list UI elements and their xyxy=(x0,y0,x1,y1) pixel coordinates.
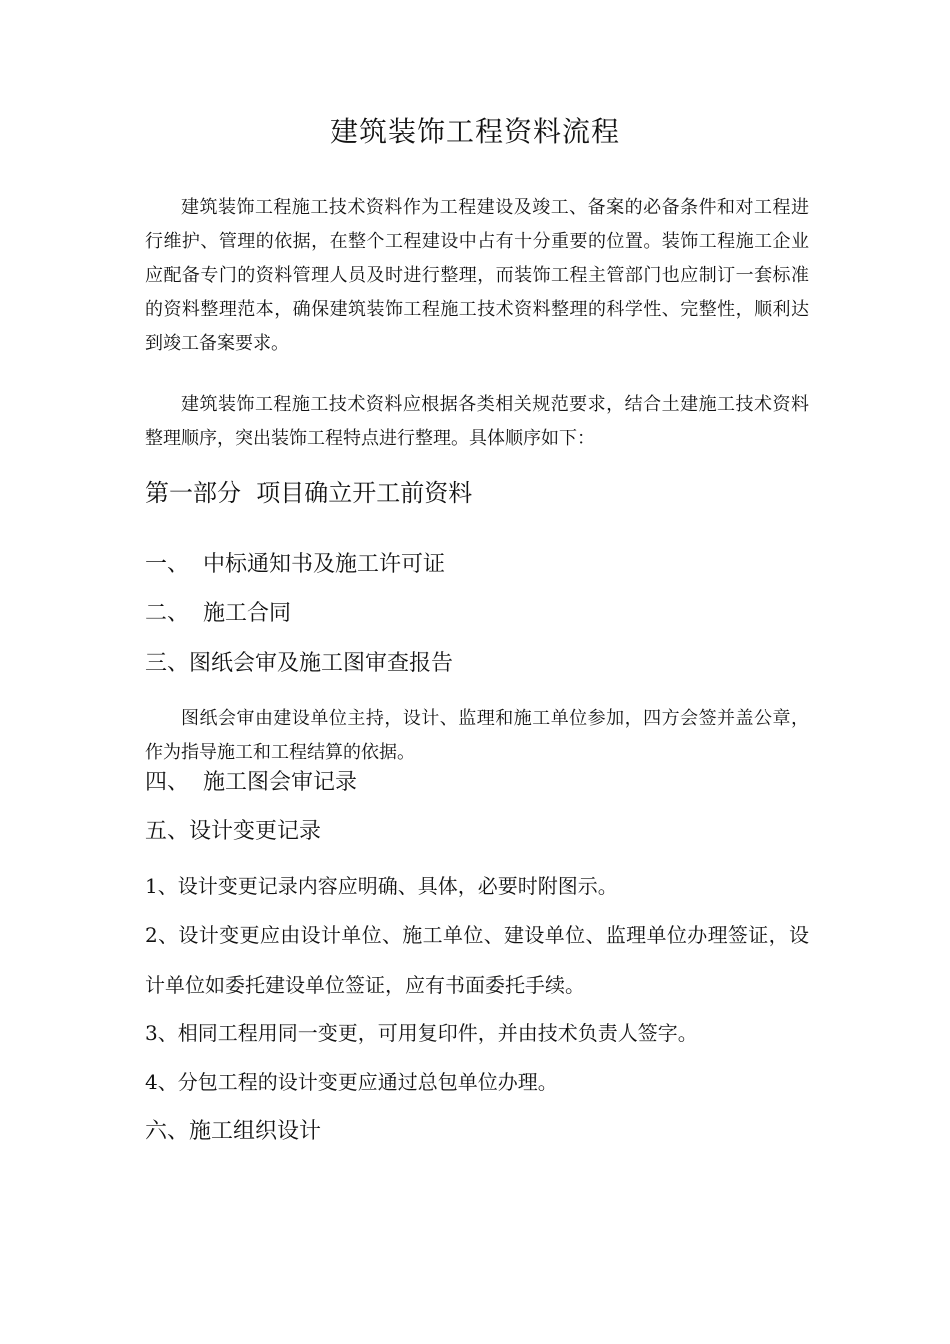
section-2-heading: 二、 施工合同 xyxy=(145,601,291,626)
section-3-body: 图纸会审由建设单位主持，设计、监理和施工单位参加，四方会签并盖公章，作为指导施工和工程结算的依据。 xyxy=(145,708,809,763)
part-1-title: 第一部分 项目确立开工前资料 xyxy=(145,479,473,507)
section-5-heading: 五、设计变更记录 xyxy=(145,819,322,844)
section-6-heading: 六、施工组织设计 xyxy=(145,1119,322,1144)
page-title: 建筑装饰工程资料流程 xyxy=(329,115,620,148)
section-3-heading: 三、图纸会审及施工图审查报告 xyxy=(145,651,454,676)
intro-paragraph-1: 建筑装饰工程施工技术资料作为工程建设及竣工、备案的必备条件和对工程进行维护、管理的依据，在整个工程建设中占有十分重要的位置。装饰工程施工企业应配备专门的资料管理人员及时进行整理，而装饰工程主管部门也应制订一套标准的资料整理范本，确保建筑装饰工程施工技术资料整理的科学性、完整性，顺利达到竣工备案要求。 xyxy=(145,197,809,354)
section-4-heading: 四、 施工图会审记录 xyxy=(145,770,357,795)
section-5-item-4: 4、分包工程的设计变更应通过总包单位办理。 xyxy=(145,1070,558,1094)
section-1-heading: 一、 中标通知书及施工许可证 xyxy=(145,552,445,577)
section-5-item-2: 2、设计变更应由设计单位、施工单位、建设单位、监理单位办理签证，设计单位如委托建设单位签证，应有书面委托手续。 xyxy=(145,923,809,997)
section-5-item-3: 3、相同工程用同一变更，可用复印件，并由技术负责人签字。 xyxy=(145,1021,698,1045)
section-5-item-1: 1、设计变更记录内容应明确、具体，必要时附图示。 xyxy=(145,874,618,898)
intro-paragraph-2: 建筑装饰工程施工技术资料应根据各类相关规范要求，结合土建施工技术资料整理顺序，突出装饰工程特点进行整理。具体顺序如下： xyxy=(145,394,809,449)
